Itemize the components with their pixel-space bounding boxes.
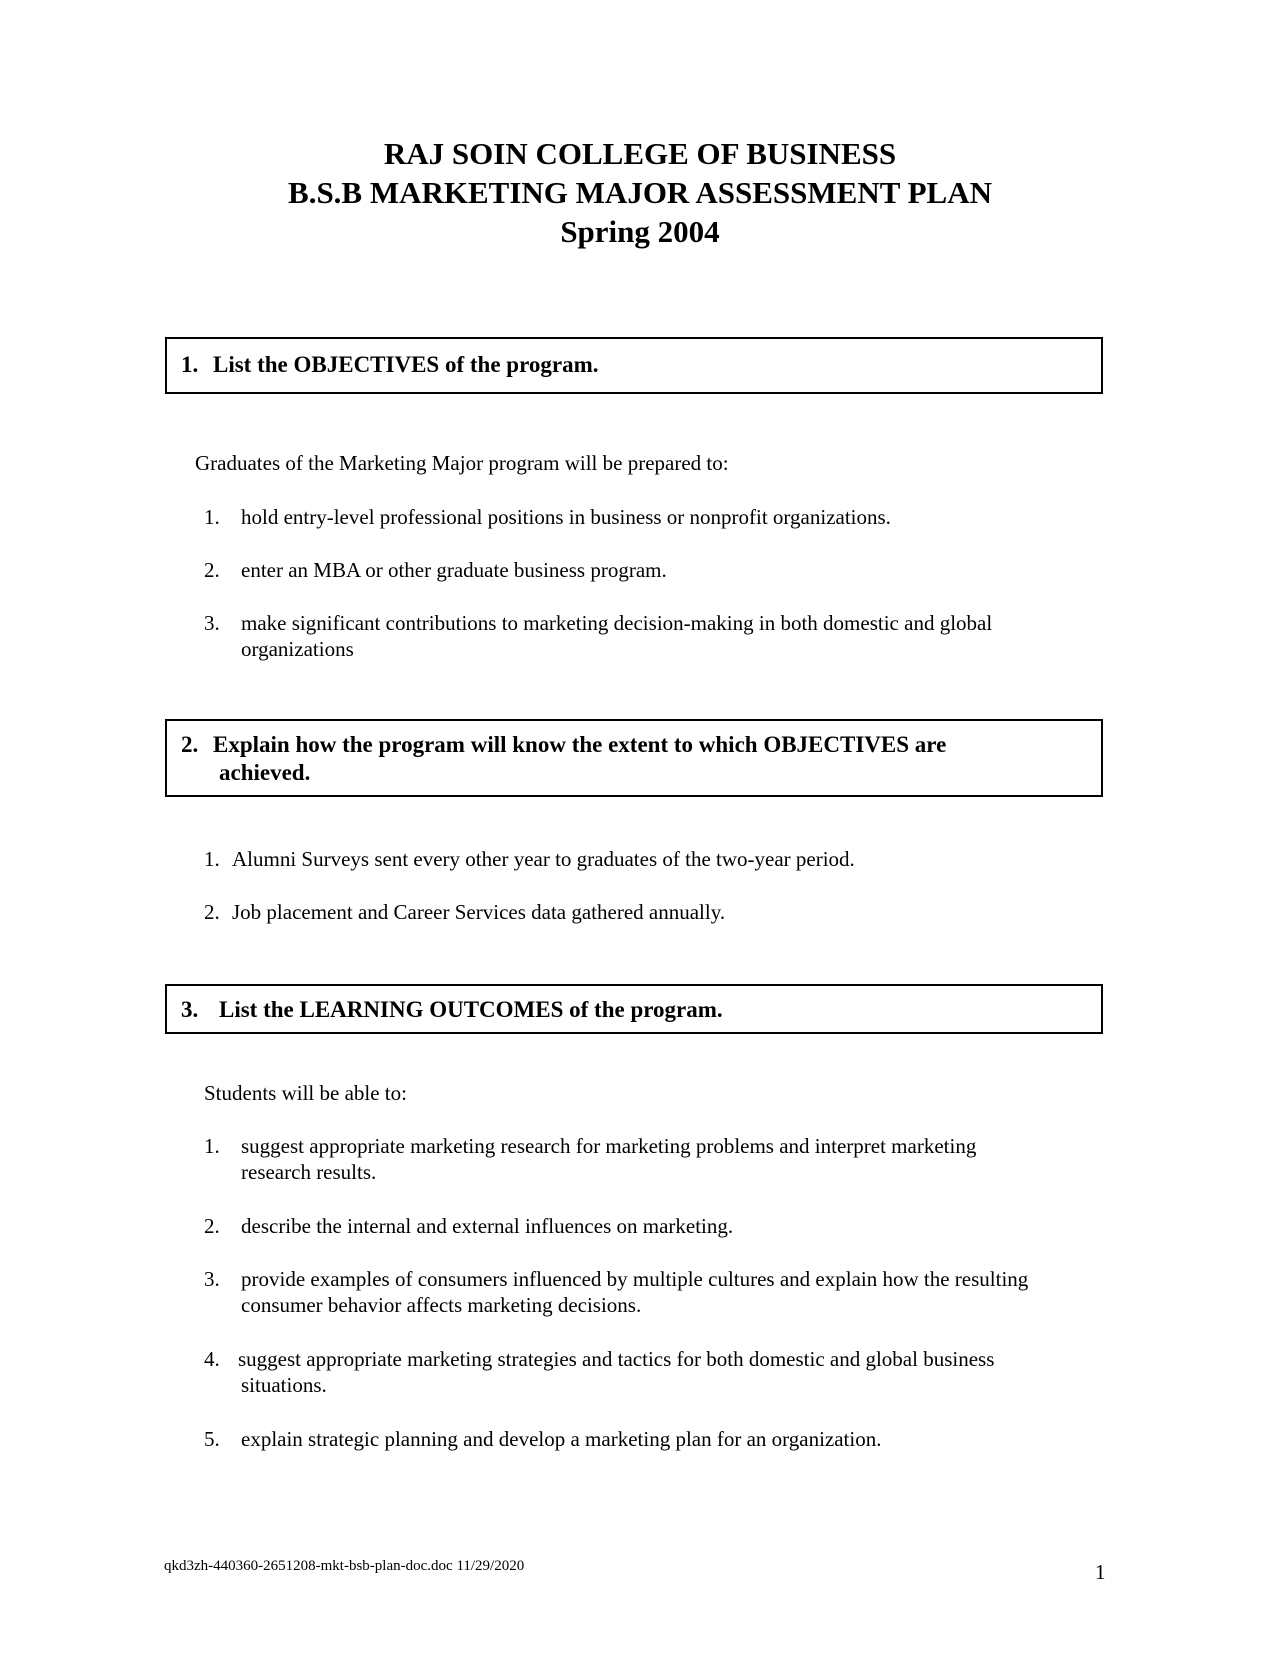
section-3-heading-box [165,984,1103,1034]
list-text: Job placement and Career Services data gathered annually. [232,900,726,924]
list-text: make significant contributions to marketing decision-making in both domestic and global [241,611,993,635]
title-college: RAJ SOIN COLLEGE OF BUSINESS [383,136,897,171]
section-3-number: 3. [181,997,199,1022]
section-2-number: 2. [181,732,199,757]
list-number: 1. [204,505,220,529]
list-text-continued: organizations [241,637,354,661]
measure-item [204,899,1104,925]
objective-item [204,504,1104,530]
list-text: explain strategic planning and develop a marketing plan for an organization. [241,1427,882,1451]
objective-item [204,610,1104,662]
title-plan: B.S.B MARKETING MAJOR ASSESSMENT PLAN [288,175,992,210]
list-text: describe the internal and external influences on marketing. [241,1214,734,1238]
section-3-intro: Students will be able to: [204,1081,407,1105]
section-1-heading: List the OBJECTIVES of the program. [213,352,599,377]
footer-doc-id: qkd3zh-440360-2651208-mkt-bsb-plan-doc.doc 11/29/2020 [164,1558,525,1574]
section-1-heading-box [165,337,1103,394]
list-number: 1. [204,847,220,871]
objective-item [204,557,1104,583]
list-number: 2. [204,900,220,924]
outcome-item [204,1346,1104,1398]
document-title [0,134,1280,251]
title-term: Spring 2004 [560,214,720,249]
list-number: 1. [204,1134,220,1158]
section-2-heading-box [165,719,1103,797]
section-2-heading-continued: achieved. [219,760,311,785]
list-text: Alumni Surveys sent every other year to graduates of the two-year period. [232,847,855,871]
section-1-number: 1. [181,352,199,377]
outcome-item [204,1213,1104,1239]
outcome-item [204,1426,1104,1452]
list-number: 5. [204,1427,220,1451]
list-text-continued: research results. [241,1160,377,1184]
section-1-intro: Graduates of the Marketing Major program will be prepared to: [195,451,729,475]
list-text: hold entry-level professional positions in business or nonprofit organizations. [241,505,891,529]
page-number: 1 [1095,1560,1106,1584]
list-number: 3. [204,1267,220,1291]
list-number: 3. [204,611,220,635]
list-text: enter an MBA or other graduate business program. [241,558,667,582]
list-text: suggest appropriate marketing research for marketing problems and interpret marketing [241,1134,977,1158]
list-text-continued: situations. [241,1373,327,1397]
list-number: 4. [204,1347,220,1371]
list-text: suggest appropriate marketing strategies and tactics for both domestic and global business [238,1347,995,1371]
list-number: 2. [204,558,220,582]
outcome-item [204,1133,1104,1185]
list-text: provide examples of consumers influenced by multiple cultures and explain how the resulting [241,1267,1029,1291]
section-3-heading: List the LEARNING OUTCOMES of the program. [219,997,723,1022]
list-text-continued: consumer behavior affects marketing decisions. [241,1293,642,1317]
outcome-item [204,1266,1104,1318]
list-number: 2. [204,1214,220,1238]
measure-item [204,846,1104,872]
section-2-heading: Explain how the program will know the extent to which OBJECTIVES are [213,732,947,757]
